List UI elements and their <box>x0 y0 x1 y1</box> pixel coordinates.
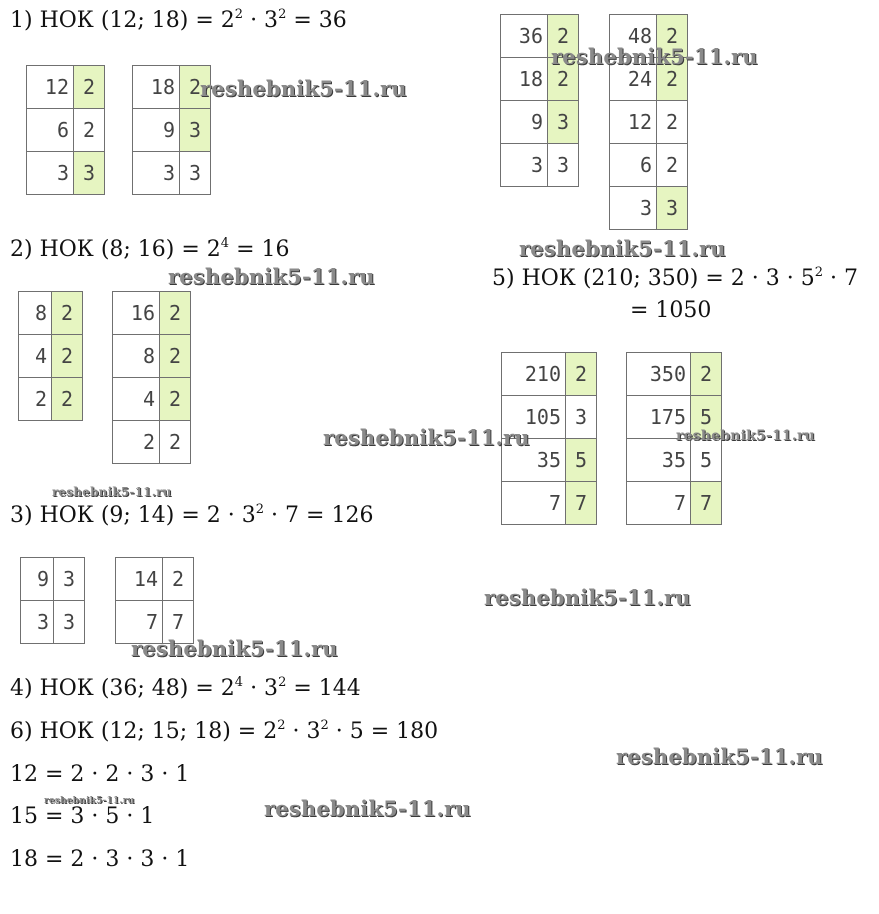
table-9: 9 3 3 3 <box>20 557 85 644</box>
watermark: reshebnik5-11.ru <box>264 796 471 821</box>
table-12: 12 2 6 2 3 3 <box>26 65 105 195</box>
table-8: 8 2 4 2 2 2 <box>18 291 83 421</box>
watermark: reshebnik5-11.ru <box>44 796 135 806</box>
table-14: 14 2 7 7 <box>115 557 194 644</box>
watermark: reshebnik5-11.ru <box>616 744 823 769</box>
factorization-18: 18 = 2 · 3 · 3 · 1 <box>10 847 190 872</box>
task-5-result: = 1050 <box>630 298 712 323</box>
watermark: reshebnik5-11.ru <box>200 76 407 101</box>
watermark: reshebnik5-11.ru <box>52 485 172 499</box>
watermark: reshebnik5-11.ru <box>323 425 530 450</box>
task-1-formula: 1) НОК (12; $18) = 2^2 \cdot 3^2 = 36$ <box>10 7 347 33</box>
table-48: 48 2 24 2 12 2 6 2 3 3 <box>609 14 688 230</box>
watermark: reshebnik5-11.ru <box>484 585 691 610</box>
watermark: reshebnik5-11.ru <box>676 428 815 444</box>
factorization-15: 15 = 3 · 5 · 1 <box>10 804 155 829</box>
factorization-12: 12 = 2 · 2 · 3 · 1 <box>10 762 190 787</box>
watermark: reshebnik5-11.ru <box>168 264 375 289</box>
watermark: reshebnik5-11.ru <box>519 236 726 261</box>
task-4-formula: 4) НОК (36; $48) = 2^4 \cdot 3^2 = 144$ <box>10 675 361 701</box>
table-210: 210 2 105 3 35 5 7 7 <box>501 352 597 525</box>
table-16: 16 2 8 2 4 2 2 2 <box>112 291 191 464</box>
table-18: 18 2 9 3 3 3 <box>132 65 211 195</box>
table-350: 350 2 175 5 35 5 7 7 <box>626 352 722 525</box>
table-36: 36 2 18 2 9 3 3 3 <box>500 14 579 187</box>
task-2-formula: 2) НОК (8; $16) = 2^4 = 16$ <box>10 236 290 262</box>
watermark: reshebnik5-11.ru <box>551 44 758 69</box>
task-3-formula: 3) НОК (9; $14) = 2 \cdot 3^2 \cdot 7 = 126$ <box>10 502 374 528</box>
task-6-formula: 6) НОК (12; 15; $18) = 2^2 \cdot 3^2 \cdot 5 = 180$ <box>10 718 439 744</box>
task-5-formula: 5) НОК (210; $350) = 2 \cdot 3 \cdot 5^2 \cdot 7$ <box>492 265 859 291</box>
watermark: reshebnik5-11.ru <box>131 636 338 661</box>
